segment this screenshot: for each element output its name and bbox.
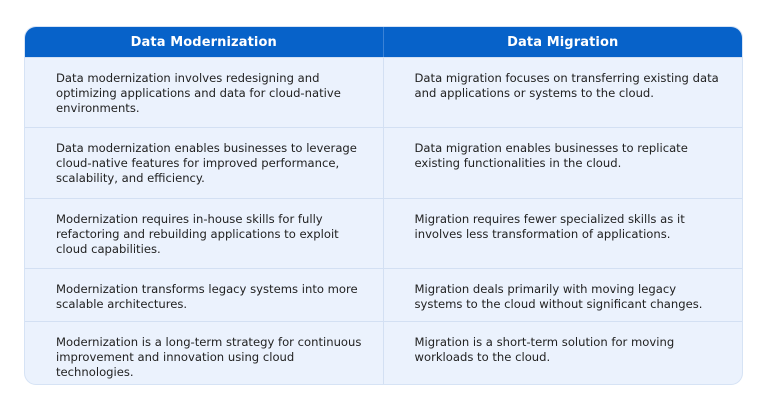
modernization-cell: Modernization requires in-house skills for fully refactoring and rebuilding applications to exploit cloud capabilities. (25, 199, 384, 268)
modernization-cell: Data modernization enables businesses to leverage cloud-native features for improved performance, scalability, and efficiency. (25, 128, 384, 198)
header-data-migration: Data Migration (507, 34, 619, 50)
modernization-cell: Modernization is a long-term strategy for continuous improvement and innovation using cloud technologies. (25, 322, 384, 385)
table-row (25, 321, 742, 385)
table-row (25, 198, 742, 268)
table-header (25, 27, 742, 57)
table-row (25, 57, 742, 127)
table-row (25, 127, 742, 198)
migration-cell: Migration deals primarily with moving legacy systems to the cloud without significant changes. (414, 282, 703, 311)
modernization-cell: Data modernization involves redesigning and optimizing applications and data for cloud-native environments. (25, 58, 384, 127)
migration-cell: Migration requires fewer specialized skills as it involves less transformation of applications. (414, 212, 685, 241)
modernization-cell: Modernization transforms legacy systems into more scalable architectures. (25, 269, 384, 321)
comparison-table (24, 26, 743, 385)
migration-cell: Migration is a short-term solution for moving workloads to the cloud. (414, 335, 675, 364)
migration-cell: Data migration enables businesses to replicate existing functionalities in the cloud. (414, 141, 688, 170)
migration-cell: Data migration focuses on transferring existing data and applications or systems to the cloud. (414, 71, 719, 100)
table-row (25, 268, 742, 321)
header-data-modernization: Data Modernization (25, 27, 384, 57)
